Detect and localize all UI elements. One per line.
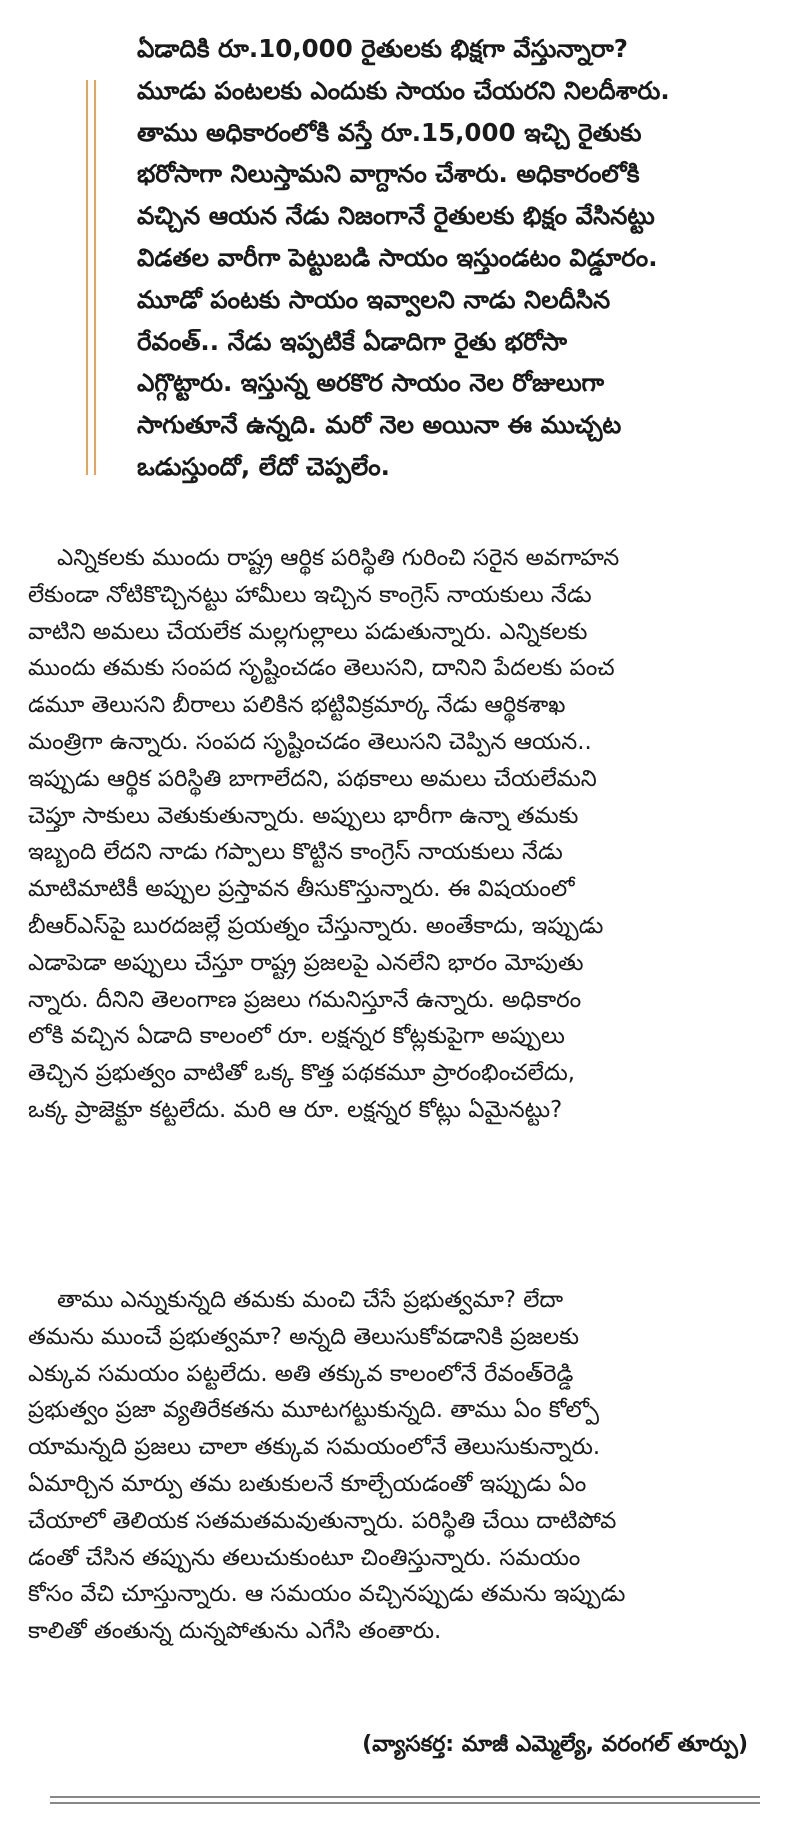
paragraph-line: ఒక్క ప్రాజెక్టూ కట్టలేదు. మరి ఆ రూ. లక్షన్నర కోట్లు ఏమైనట్టు?	[28, 1096, 563, 1123]
paragraph-line: ముందు తమకు సంపద సృష్టించడం తెలుసని, దానిని పేదలకు పంచ	[28, 655, 615, 682]
paragraph-line: లేకుండా నోటికొచ్చినట్టు హామీలు ఇచ్చిన కాంగ్రెస్ నాయకులు నేడు	[28, 581, 592, 608]
paragraph-line: ఎక్కువ సమయం పట్టలేదు. అతి తక్కువ కాలంలోనే రేవంత్‌రెడ్డి	[28, 1360, 574, 1387]
pull-quote-line: ఎగ్గొట్టారు. ఇస్తున్న అరకొర సాయం నెల రోజులుగా	[137, 368, 605, 398]
paragraph-1	[28, 540, 758, 1129]
pull-quote-rule-left	[86, 80, 88, 475]
paragraph-line: డంతో చేసిన తప్పును తలుచుకుంటూ చింతిస్తున్నారు. సమయం	[28, 1544, 581, 1571]
pull-quote-line: ఒడుస్తుందో, లేదో చెప్పలేం.	[137, 451, 390, 481]
footer-rule-top	[50, 1796, 760, 1798]
paragraph-line: డమూ తెలుసని బీరాలు పలికిన భట్టివిక్రమార్క నేడు ఆర్థికశాఖ	[28, 692, 566, 719]
author-byline: (వ్యాసకర్త: మాజీ ఎమ్మెల్యే, వరంగల్ తూర్పు)	[362, 1732, 748, 1757]
paragraph-line: వాటిని అమలు చేయలేక మల్లగుల్లాలు పడుతున్నారు. ఎన్నికలకు	[28, 618, 588, 645]
paragraph-line: లోకి వచ్చిన ఏడాది కాలంలో రూ. లక్షన్నర కోట్లకుపైగా అప్పులు	[28, 1023, 565, 1050]
pull-quote-line: వచ్చిన ఆయన నేడు నిజంగానే రైతులకు భిక్షం వేసినట్టు	[137, 201, 655, 231]
pull-quote-line: ఏడాదికి రూ.10,000 రైతులకు భిక్షగా వేస్తున్నారా?	[137, 34, 628, 63]
pull-quote-text	[137, 28, 762, 488]
paragraph-2	[28, 1282, 758, 1650]
pull-quote-line: భరోసాగా నిలుస్తామని వాగ్దానం చేశారు. అధికారంలోకి	[137, 159, 640, 189]
paragraph-line: కోసం వేచి చూస్తున్నారు. ఆ సమయం వచ్చినప్పుడు తమను ఇప్పుడు	[28, 1581, 626, 1608]
pull-quote-line: మూడో పంటకు సాయం ఇవ్వాలని నాడు నిలదీసిన	[137, 284, 611, 314]
pull-quote-line: విడతల వారీగా పెట్టుబడి సాయం ఇస్తుండటం విడ్డూరం.	[137, 242, 658, 272]
pull-quote	[72, 28, 762, 498]
paragraph-line: తమను ముంచే ప్రభుత్వమా? అన్నది తెలుసుకోవడానికి ప్రజలకు	[28, 1323, 579, 1350]
paragraph-line: చేయాలో తెలియక సతమతమవుతున్నారు. పరిస్థితి చేయి దాటిపోవ	[28, 1507, 617, 1534]
paragraph-line: ఏమార్చిన మార్పు తమ బతుకులనే కూల్చేయడంతో ఇప్పుడు ఏం	[28, 1470, 587, 1497]
paragraph-line: ఇప్పుడు ఆర్థిక పరిస్థితి బాగాలేదని, పథకాలు అమలు చేయలేమని	[28, 765, 597, 792]
paragraph-line: ఎన్నికలకు ముందు రాష్ట్ర ఆర్థిక పరిస్థితి గురించి సరైన అవగాహన	[28, 545, 620, 571]
pull-quote-line: రేవంత్.. నేడు ఇప్పటికే ఏడాదిగా రైతు భరోసా	[137, 326, 568, 356]
pull-quote-line: తాము అధికారంలోకి వస్తే రూ.15,000 ఇచ్చి రైతుకు	[137, 117, 642, 147]
paragraph-line: ఎడాపెడా అప్పులు చేస్తూ రాష్ట్ర ప్రజలపై ఎనలేని భారం మోపుతు	[28, 949, 584, 976]
paragraph-line: యామన్నది ప్రజలు చాలా తక్కువ సమయంలోనే తెలుసుకున్నారు.	[28, 1434, 601, 1461]
pull-quote-line: సాగుతూనే ఉన్నది. మరో నెల అయినా ఈ ముచ్చట	[137, 410, 622, 440]
paragraph-line: న్నారు. దీనిని తెలంగాణ ప్రజలు గమనిస్తూనే ఉన్నారు. అధికారం	[28, 986, 582, 1013]
pull-quote-line: మూడు పంటలకు ఎందుకు సాయం చేయరని నిలదీశారు.	[137, 75, 670, 105]
pull-quote-rule-right	[94, 80, 96, 475]
paragraph-line: చెప్తూ సాకులు వెతుకుతున్నారు. అప్పులు భారీగా ఉన్నా తమకు	[28, 802, 579, 829]
footer-rule-bottom	[50, 1802, 760, 1804]
paragraph-line: తాము ఎన్నుకున్నది తమకు మంచి చేసే ప్రభుత్వమా? లేదా	[28, 1287, 564, 1313]
paragraph-line: కాలితో తంతున్న దున్నపోతును ఎగేసి తంతారు.	[28, 1618, 442, 1645]
paragraph-line: ఇబ్బంది లేదని నాడు గప్పాలు కొట్టిన కాంగ్రెస్ నాయకులు నేడు	[28, 839, 563, 866]
paragraph-line: బీఆర్ఎస్‌పై బురదజల్లే ప్రయత్నం చేస్తున్నారు. అంతేకాదు, ఇప్పుడు	[28, 912, 604, 939]
paragraph-line: మాటిమాటికీ అప్పుల ప్రస్తావన తీసుకొస్తున్నారు. ఈ విషయంలో	[28, 876, 575, 903]
paragraph-line: తెచ్చిన ప్రభుత్వం వాటితో ఒక్క కొత్త పథకమూ ప్రారంభించలేదు,	[28, 1060, 576, 1087]
paragraph-line: మంత్రిగా ఉన్నారు. సంపద సృష్టించడం తెలుసని చెప్పిన ఆయన..	[28, 728, 592, 755]
paragraph-line: ప్రభుత్వం ప్రజా వ్యతిరేకతను మూటగట్టుకున్నది. తాము ఏం కోల్పో	[28, 1397, 600, 1424]
